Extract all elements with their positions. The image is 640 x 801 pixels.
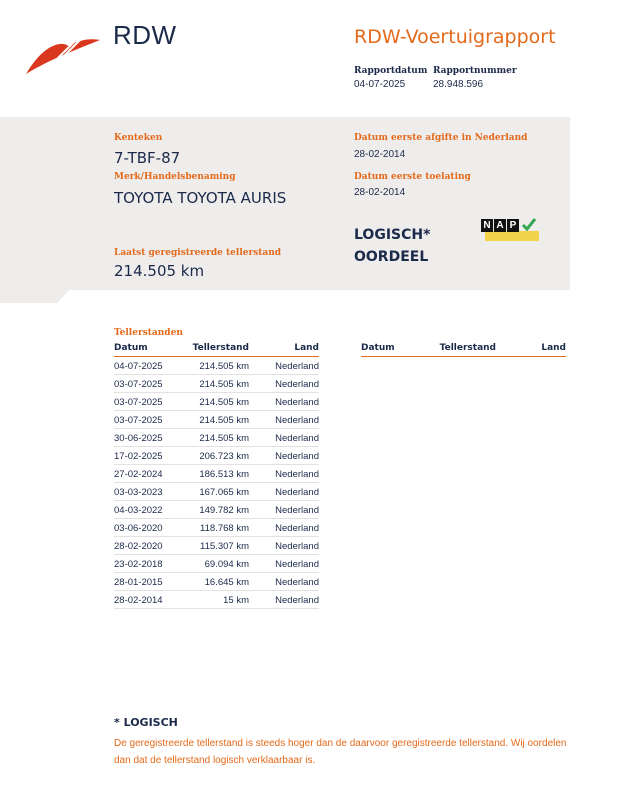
verdict-line-1: LOGISCH* [354, 227, 431, 243]
row-land: Nederland [275, 595, 319, 606]
logo-text: RDW [113, 20, 177, 50]
row-land: Nederland [275, 559, 319, 570]
nap-letter-n: N [481, 219, 493, 232]
col-land: Land [294, 343, 319, 353]
report-number-label: Rapportnummer [433, 66, 517, 76]
table-row [114, 591, 319, 609]
table-row [114, 573, 319, 591]
verdict [354, 224, 430, 268]
table-row [114, 465, 319, 483]
afgifte-label: Datum eerste afgifte in Nederland [354, 133, 528, 143]
col-land-2: Land [541, 343, 566, 353]
row-tellerstand: 206.723 km [199, 451, 249, 462]
row-tellerstand: 16.645 km [204, 577, 249, 588]
row-land: Nederland [275, 451, 319, 462]
table-row [114, 483, 319, 501]
report-title: RDW-Voertuigrapport [354, 26, 556, 48]
row-tellerstand: 118.768 km [200, 523, 249, 534]
row-tellerstand: 15 km [223, 595, 249, 606]
col-tellerstand-2: Tellerstand [439, 343, 496, 353]
row-land: Nederland [275, 541, 319, 552]
table-row [114, 447, 319, 465]
afgifte-value: 28-02-2014 [354, 149, 406, 160]
row-tellerstand: 214.505 km [199, 415, 249, 426]
row-land: Nederland [275, 397, 319, 408]
footnote-text: De geregistreerde tellerstand is steeds hoger dan de daarvoor geregistreerde tellerstand. Wij oordelen dan dat de tellerstand logisch verklaarbaar is. [114, 738, 567, 766]
row-land: Nederland [275, 523, 319, 534]
footnote-title: * LOGISCH [114, 716, 178, 729]
panel-decoration [0, 289, 70, 303]
table-header-2 [361, 343, 566, 357]
report-date [354, 66, 427, 90]
row-datum: 03-06-2020 [114, 523, 163, 534]
row-tellerstand: 149.782 km [199, 505, 249, 516]
row-tellerstand: 69.094 km [204, 559, 249, 570]
row-tellerstand: 214.505 km [199, 379, 249, 390]
row-land: Nederland [275, 505, 319, 516]
nap-badge [481, 219, 539, 241]
teller-label: Laatst geregistreerde tellerstand [114, 248, 282, 258]
row-datum: 27-02-2024 [114, 469, 163, 480]
report-number [433, 66, 517, 90]
row-land: Nederland [275, 379, 319, 390]
merk-label: Merk/Handelsbenaming [114, 172, 236, 182]
report-date-value: 04-07-2025 [354, 79, 406, 90]
table-row [114, 519, 319, 537]
row-tellerstand: 214.505 km [199, 397, 249, 408]
toelating-label: Datum eerste toelating [354, 172, 471, 182]
col-tellerstand: Tellerstand [192, 343, 249, 353]
col-datum-2: Datum [361, 343, 395, 353]
row-datum: 23-02-2018 [114, 559, 163, 570]
row-land: Nederland [275, 361, 319, 372]
nap-letter-a: A [494, 219, 506, 232]
row-datum: 28-02-2014 [114, 595, 163, 606]
table-row [114, 411, 319, 429]
verdict-line-2: OORDEEL [354, 249, 429, 265]
row-datum: 03-07-2025 [114, 397, 163, 408]
table-row [114, 393, 319, 411]
table-row [114, 555, 319, 573]
report-number-value: 28.948.596 [433, 79, 484, 90]
row-tellerstand: 115.307 km [200, 541, 249, 552]
teller-value: 214.505 km [114, 262, 205, 280]
merk-value: TOYOTA TOYOTA AURIS [114, 189, 287, 207]
row-land: Nederland [275, 415, 319, 426]
rdw-logo-icon [24, 34, 102, 76]
row-datum: 28-01-2015 [114, 577, 163, 588]
row-datum: 30-06-2025 [114, 433, 163, 444]
kenteken-label: Kenteken [114, 133, 163, 143]
nap-letter-p: P [507, 219, 519, 232]
row-datum: 04-03-2022 [114, 505, 163, 516]
col-datum: Datum [114, 343, 148, 353]
check-icon [521, 217, 537, 233]
row-land: Nederland [275, 487, 319, 498]
toelating-value: 28-02-2014 [354, 187, 406, 198]
report-date-label: Rapportdatum [354, 66, 428, 76]
row-datum: 03-03-2023 [114, 487, 163, 498]
table-row [114, 537, 319, 555]
row-datum: 04-07-2025 [114, 361, 163, 372]
row-datum: 28-02-2020 [114, 541, 163, 552]
tellerstanden-title: Tellerstanden [114, 328, 183, 338]
row-datum: 17-02-2025 [114, 451, 163, 462]
row-datum: 03-07-2025 [114, 379, 163, 390]
row-tellerstand: 167.065 km [199, 487, 249, 498]
row-tellerstand: 214.505 km [199, 433, 249, 444]
row-tellerstand: 186.513 km [199, 469, 249, 480]
table-row [114, 429, 319, 447]
table-row [114, 357, 319, 375]
table-row [114, 501, 319, 519]
tellerstanden-table [114, 343, 319, 609]
row-land: Nederland [275, 433, 319, 444]
row-tellerstand: 214.505 km [199, 361, 249, 372]
tellerstanden-table-2 [361, 343, 566, 357]
row-land: Nederland [275, 469, 319, 480]
row-land: Nederland [275, 577, 319, 588]
table-header [114, 343, 319, 357]
kenteken-value: 7-TBF-87 [114, 149, 181, 167]
row-datum: 03-07-2025 [114, 415, 163, 426]
table-row [114, 375, 319, 393]
